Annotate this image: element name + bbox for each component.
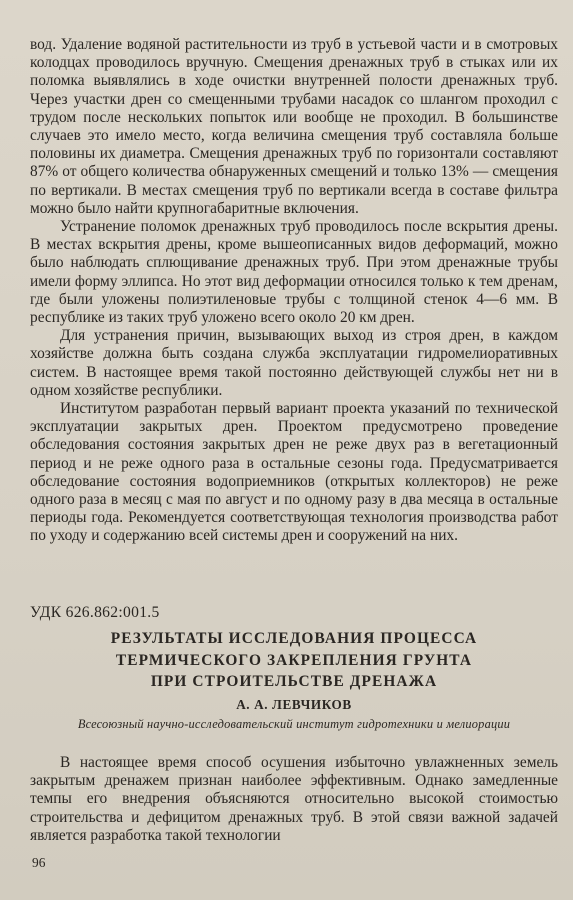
author-affiliation: Всесоюзный научно-исследовательский институт гидротехники и мелиорации (77, 717, 511, 731)
article-title-line: ПРИ СТРОИТЕЛЬСТВЕ ДРЕНАЖА (150, 673, 438, 690)
article-intro-text (30, 754, 558, 845)
udk-code: УДК 626.862:001.5 (30, 604, 160, 621)
continued-article-text (30, 36, 558, 546)
paragraph: В настоящее время способ осушения избыточно увлажненных земель закрытым дренажем признан наиболее эффективным. Однако замедленные темпы его внедрения объясняются относительно высокой стоимостью строительства и дефицитом дренажных труб. В этой связи важной задачей является разработка такой технологии (30, 754, 558, 844)
article-title (30, 628, 558, 693)
page-number: 96 (32, 855, 46, 870)
paragraph: Устранение поломок дренажных труб проводилось после вскрытия дрены. В местах вскрытия дрены, кроме вышеописанных видов деформаций, можно было наблюдать сплющивание дренажных труб. При этом дренажные трубы имели форму эллипса. Но этот вид деформации относился только к тем дренам, где были уложены полиэтиленовые трубы с толщиной стенок 4—6 мм. В республике из таких труб уложено всего около 20 км дрен. (30, 218, 558, 327)
paragraph: вод. Удаление водяной растительности из труб в устьевой части и в смотровых колодцах проводилось вручную. Смещения дренажных труб в стыках или их поломка выявлялись в ходе очистки внутренней полости дренажных труб. Через участки дрен со смещенными трубами насадок со шлангом проходил с трудом после нескольких попыток или вообще не проходил. В большинстве случаев это имело место, когда величина смещения труб составляла больше половины их диаметра. Смещения дренажных труб по горизонтали составляют 87% от общего количества обнаруженных смещений и только 13% — смещения по вертикали. В местах смещения труб по вертикали всегда в составе фильтра можно было найти крупногабаритные включения. (30, 36, 558, 217)
paragraph: Для устранения причин, вызывающих выход из строя дрен, в каждом хозяйстве должна быть создана служба эксплуатации гидромелиоративных систем. В настоящее время такой постоянно действующей службы нет ни в одном хозяйстве республики. (30, 327, 558, 399)
author-name: А. А. ЛЕВЧИКОВ (236, 697, 352, 712)
article-title-line: РЕЗУЛЬТАТЫ ИССЛЕДОВАНИЯ ПРОЦЕССА (110, 630, 478, 647)
article-title-line: ТЕРМИЧЕСКОГО ЗАКРЕПЛЕНИЯ ГРУНТА (115, 651, 473, 669)
paragraph: Институтом разработан первый вариант проекта указаний по технической эксплуатации закрытых дрен. Проектом предусмотрено проведение обследования состояния закрытых дрен не реже двух раз в вегетационный период и не реже одного раза в остальные сезоны года. Предусматривается обследование состояния водоприемников (открытых коллекторов) не реже одного раза в месяц с мая по август и по одному разу в два месяца в остальные периоды года. Рекомендуется соответствующая технология производства работ по уходу и содержанию всей системы дрен и сооружений на них. (30, 400, 558, 545)
